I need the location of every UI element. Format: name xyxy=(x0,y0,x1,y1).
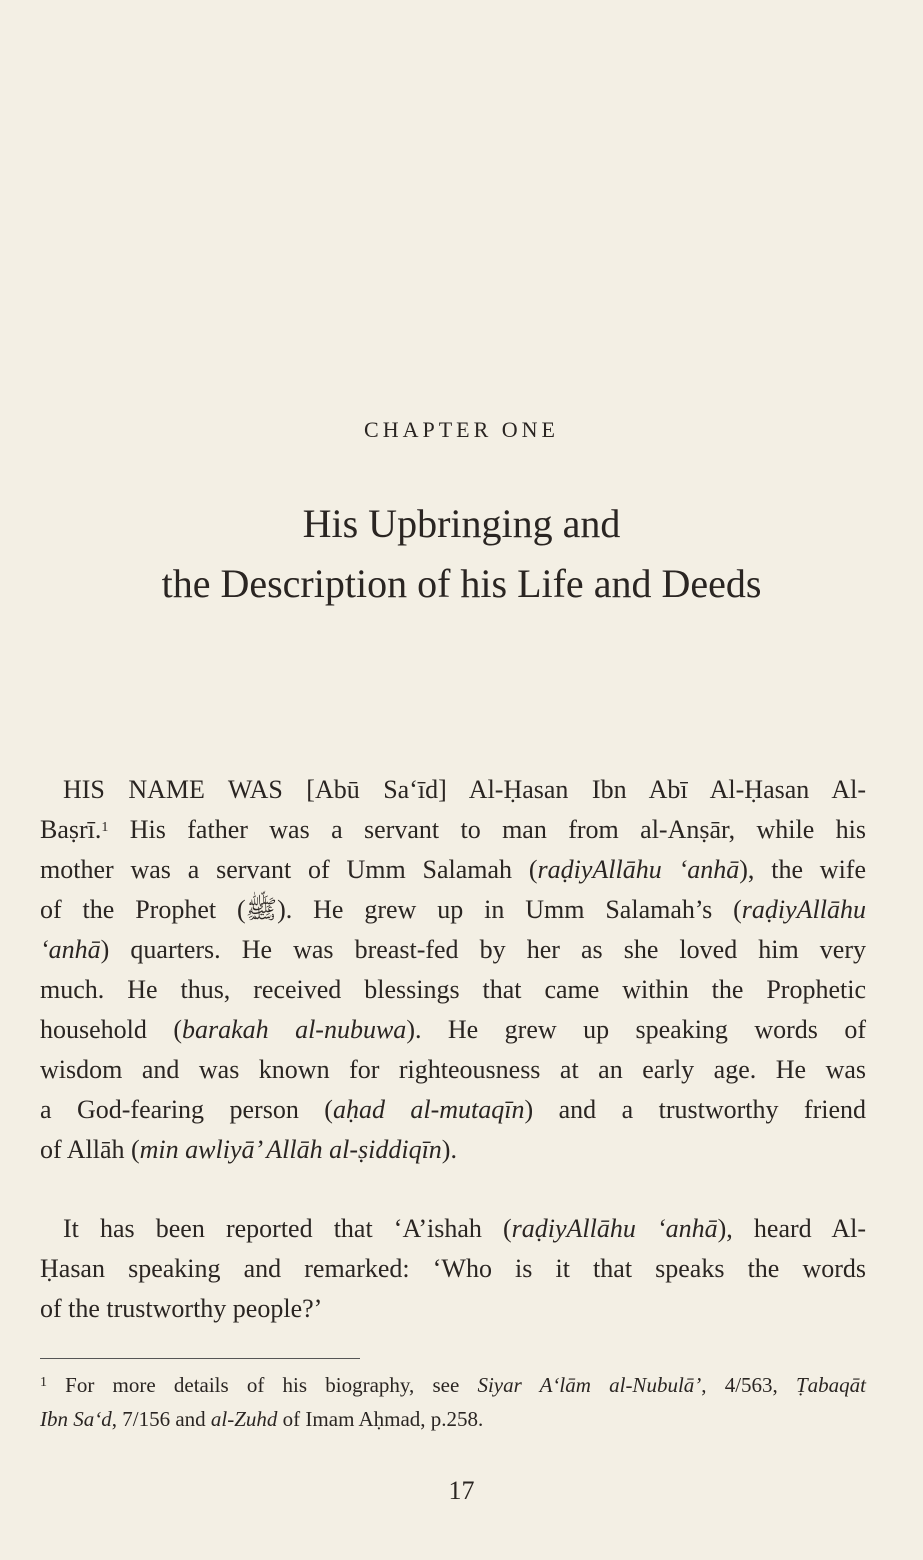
text: HIS NAME WAS [Abū Sa‘īd] Al-Ḥasan Ibn Abī Al-Ḥasan Al- xyxy=(63,775,866,804)
text: , 4/563, xyxy=(701,1373,796,1397)
footnote-line xyxy=(40,1372,866,1398)
chapter-title-line-1: His Upbringing and xyxy=(302,501,621,546)
text: It has been reported that ‘A’ishah ( xyxy=(63,1214,512,1243)
text-line xyxy=(40,1135,866,1165)
italic-text: aḥad al-mutaqīn xyxy=(332,1095,525,1124)
text-line xyxy=(40,855,866,885)
text: mother was a servant of Umm Salamah ( xyxy=(40,855,538,884)
text: ). He grew up speaking words of xyxy=(406,1015,866,1044)
text: , 7/156 and xyxy=(111,1407,211,1431)
italic-text: ‘anhā xyxy=(40,935,101,964)
text: much. He thus, received blessings that came within the Prophetic xyxy=(40,975,866,1004)
text-line xyxy=(63,775,866,805)
italic-text: Ibn Sa‘d xyxy=(40,1407,112,1431)
text-line xyxy=(40,1015,866,1045)
italic-text: raḍiyAllāhu ‘anhā xyxy=(537,855,740,884)
text-line xyxy=(40,1095,866,1125)
text: His father was a servant to man from al-Anṣār, while his xyxy=(108,815,866,844)
text-line xyxy=(40,1254,866,1284)
text-line xyxy=(40,1294,866,1324)
footnote-line xyxy=(40,1406,866,1432)
page-number: 17 xyxy=(448,1476,475,1505)
text: of Allāh ( xyxy=(40,1135,140,1164)
text: ). xyxy=(441,1135,457,1164)
text-line xyxy=(40,815,866,845)
text: ), the wife xyxy=(739,855,866,884)
text: ), heard Al- xyxy=(717,1214,866,1243)
italic-text: Ṭabaqāt xyxy=(795,1373,866,1397)
chapter-title-line-2: the Description of his Life and Deeds xyxy=(161,561,762,606)
footnote-ref[interactable]: 1 xyxy=(101,820,109,835)
text-line xyxy=(40,935,866,965)
italic-text: raḍiyAllāhu xyxy=(741,895,866,924)
text: Baṣrī. xyxy=(40,815,102,844)
footnote-number: 1 xyxy=(40,1375,47,1390)
text-line xyxy=(40,1055,866,1085)
text-line xyxy=(63,1214,866,1244)
text: ) and a trustworthy friend xyxy=(524,1095,867,1124)
text: household ( xyxy=(40,1015,182,1044)
text: wisdom and was known for righteousness at an early age. He was xyxy=(40,1055,866,1084)
text-line xyxy=(40,895,866,925)
text: ) quarters. He was breast-fed by her as she loved him very xyxy=(100,935,866,964)
italic-text: Siyar A‘lām al-Nubulā’ xyxy=(477,1373,702,1397)
footnote-divider xyxy=(40,1358,360,1359)
text: a God-fearing person ( xyxy=(40,1095,333,1124)
italic-text: raḍiyAllāhu ‘anhā xyxy=(511,1214,718,1243)
text: of the Prophet (ﷺ). He grew up in Umm Salamah’s ( xyxy=(40,895,742,924)
text: of Imam Aḥmad, p.258. xyxy=(277,1407,484,1431)
italic-text: min awliyā’ Allāh al-ṣiddiqīn xyxy=(139,1135,442,1164)
text: of the trustworthy people?’ xyxy=(40,1294,323,1323)
chapter-label: CHAPTER ONE xyxy=(364,417,559,442)
text: Ḥasan speaking and remarked: ‘Who is it that speaks the words xyxy=(40,1254,866,1283)
text-line xyxy=(40,975,866,1005)
italic-text: al-Zuhd xyxy=(210,1407,278,1431)
text: For more details of his biography, see xyxy=(47,1373,478,1397)
italic-text: barakah al-nubuwa xyxy=(181,1015,407,1044)
